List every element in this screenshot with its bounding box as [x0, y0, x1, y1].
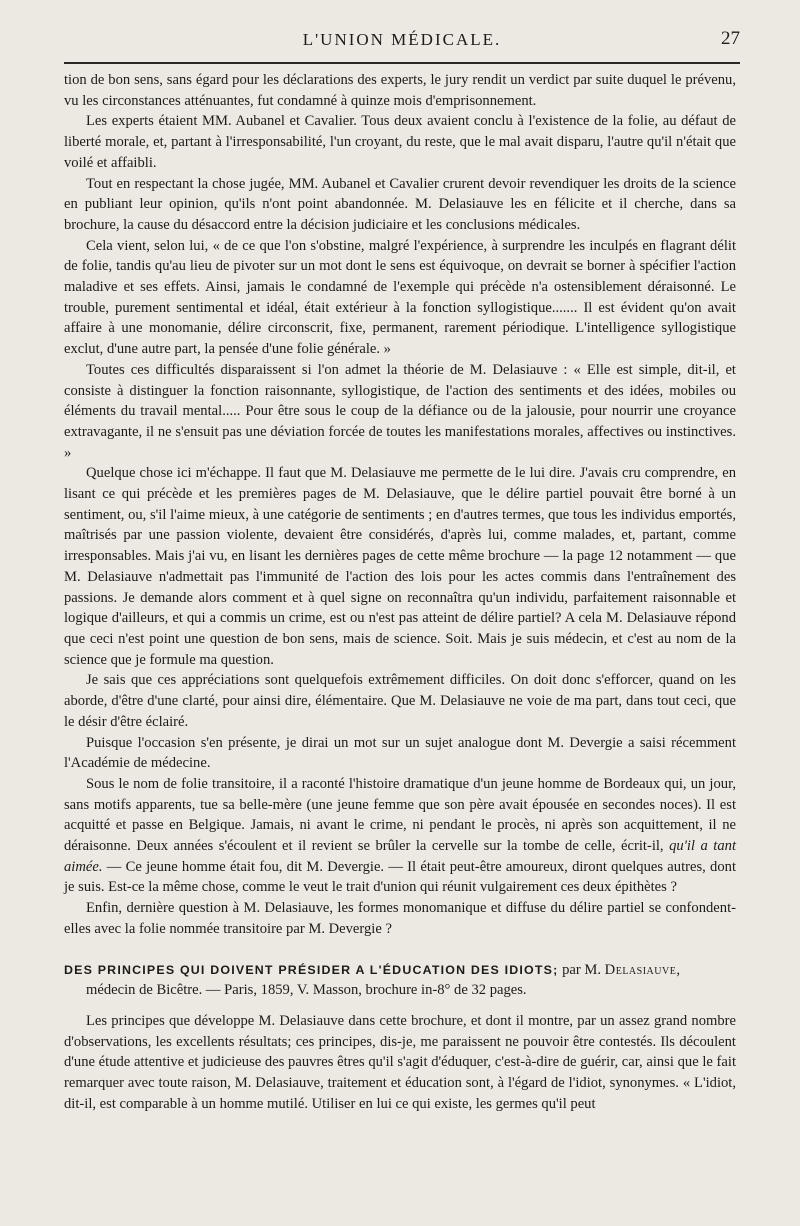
review-title: DES PRINCIPES QUI DOIVENT PRÉSIDER A L'ÉDUCATION DES IDIOTS; — [64, 962, 559, 977]
paragraph: Puisque l'occasion s'en présente, je dirai un mot sur un sujet analogue dont M. Devergie a saisi récemment l'Académie de médecine. — [64, 734, 736, 772]
running-title: L'UNION MÉDICALE. — [302, 30, 502, 49]
paragraph: Les experts étaient MM. Aubanel et Cavalier. Tous deux avaient conclu à l'existence de la folie, au défaut de liberté morale, et, partant à l'irresponsabilité, l'un croyant, du reste, que le mal avait disparu, l'autre qu'il n'était que voilé et affaibli. — [64, 113, 736, 171]
page-header — [64, 26, 740, 56]
paragraph: Cela vient, selon lui, « de ce que l'on s'obstine, malgré l'expérience, à surprendre les inculpés en flagrant délit de folie, tandis qu'au lieu de pivoter sur un mot dont le sens est équivoque, on devrait se borner à spécifier l'action maladive et ses effets. Ainsi, jamais le condamné de l'exemple qui précède n'a ostensiblement déraisonné. Le trouble, purement sentimental et idéal, était extérieur à la fonction syllogistique....... Il est évident qu'on avait affaire à une monomanie, délire circonscrit, fixe, permanent, rarement périodique. L'intelligence syllogistique exclut, d'une autre part, la pensée d'une folie générale. » — [64, 237, 736, 358]
review-paragraph: Les principes que développe M. Delasiauve dans cette brochure, et dont il montre, par un assez grand nombre d'observations, les excellents résultats; ces principes, dis-je, me paraissent ne pouvoir être contestés. Ils découlent d'une étude attentive et judicieuse des pauvres êtres qu'il s'agit d'éduquer, c'est-à-dire de guérir, car, ainsi que le fait remarquer avec toute raison, M. Delasiauve, traitement et éducation sont, à l'égard de l'idiot, synonymes. « L'idiot, dit-il, est comparable à un homme mutilé. Utiliser en lui ce qui existe, les germes qu'il peut — [64, 1012, 736, 1112]
paragraph: Enfin, dernière question à M. Delasiauve, les formes monomanique et diffuse du délire partiel se confondent-elles avec la folie nommée transitoire par M. Devergie ? — [64, 900, 736, 937]
header-rule — [64, 62, 740, 64]
paragraph: tion de bon sens, sans égard pour les déclarations des experts, le jury rendit un verdict par suite duquel le prévenu, vu les circonstances atténuantes, fut condamné à quinze mois d'emprisonnement. — [64, 72, 736, 109]
paragraph-text: — Ce jeune homme était fou, dit M. Devergie. — Il était peut-être amoureux, diront quelques autres, dont je suis. Est-ce la même chose, comme le veut le trait d'union qui réunit vulgairement ces deux épithètes ? — [64, 858, 737, 896]
section-gap — [64, 940, 736, 950]
page-body — [64, 70, 736, 1114]
review-by: par M. — [562, 961, 602, 978]
paragraph: Quelque chose ici m'échappe. Il faut que M. Delasiauve me permette de le lui dire. J'avais cru comprendre, en lisant ce qui précède et les premières pages de M. Delasiauve, que le délire partiel pouvait être borné à un sentiment, ou, s'il l'aime mieux, à une catégorie de sentiments ; en d'autres termes, que tous les individus emportés, maîtrisés par une passion violente, devaient être considérés, d'après lui, comme malades, et, partant, comme irresponsables. Mais j'ai vu, en lisant les dernières pages de cette même brochure — la page 12 notamment — que M. Delasiauve n'admettait pas l'immunité de l'action des lois pour les actes commis dans l'entraînement des passions. Je demande alors comment et à quel signe on reconnaîtra qu'un individu, parfaitement raisonnable et logique d'ailleurs, et qui a commis un crime, est ou n'est pas atteint de délire partiel? A cela M. Delasiauve répond que ceci n'est point une question de bon sens, mais de science. Soit. Mais je suis médecin, et c'est au nom de la science que je formule ma question. — [64, 465, 736, 668]
section-gap — [64, 1001, 736, 1011]
paragraph — [64, 774, 736, 898]
review-heading — [64, 960, 736, 981]
paragraph: Tout en respectant la chose jugée, MM. Aubanel et Cavalier crurent devoir revendiquer les droits de la science en publiant leur opinion, qu'ils n'ont point abandonnée. M. Delasiauve les en félicite et il cherche, dans sa brochure, la cause du désaccord entre la décision judiciaire et les conclusions médicales. — [64, 175, 736, 233]
paragraph: Je sais que ces appréciations sont quelquefois extrêmement difficiles. On doit donc s'efforcer, quand on les aborde, d'être d'une clarté, pour ainsi dire, élémentaire. Que M. Delasiauve ne voie de ma part, dans tout ceci, que le désir d'être éclairé. — [64, 672, 736, 730]
review-author: Delasiauve, — [604, 961, 681, 978]
paragraph-text: Sous le nom de folie transitoire, il a raconté l'histoire dramatique d'un jeune homme de Bordeaux qui, un jour, sans motifs apparents, tue sa belle-mère (une jeune femme que son père avait épousée en secondes noces). Il est acquitté et passe en Belgique. Jamais, ni avant le crime, ni pendant le procès, ni après son acquittement, il ne déraisonne. Deux années s'écoulent et il revient se brûler la cervelle sur la tombe de celle, écrit-il, — [64, 775, 736, 855]
paragraph: Toutes ces difficultés disparaissent si l'on admet la théorie de M. Delasiauve : « Elle est simple, dit-il, et consiste à distinguer la fonction raisonnante, syllogistique, de l'action des sentiments et des idées, mobiles ou éléments du travail mental..... Pour être sous le coup de la défiance ou de la jalousie, pour nourrir une croyance extravagante, il ne s'ensuit pas une déviation forcée de toutes les manifestations morales, affectives ou instinctives. » — [64, 361, 736, 461]
italic-quote: qu'il a tant aimée. — [64, 838, 737, 875]
page-number: 27 — [721, 28, 740, 49]
review-details: médecin de Bicêtre. — Paris, 1859, V. Masson, brochure in-8° de 32 pages. — [86, 982, 527, 999]
